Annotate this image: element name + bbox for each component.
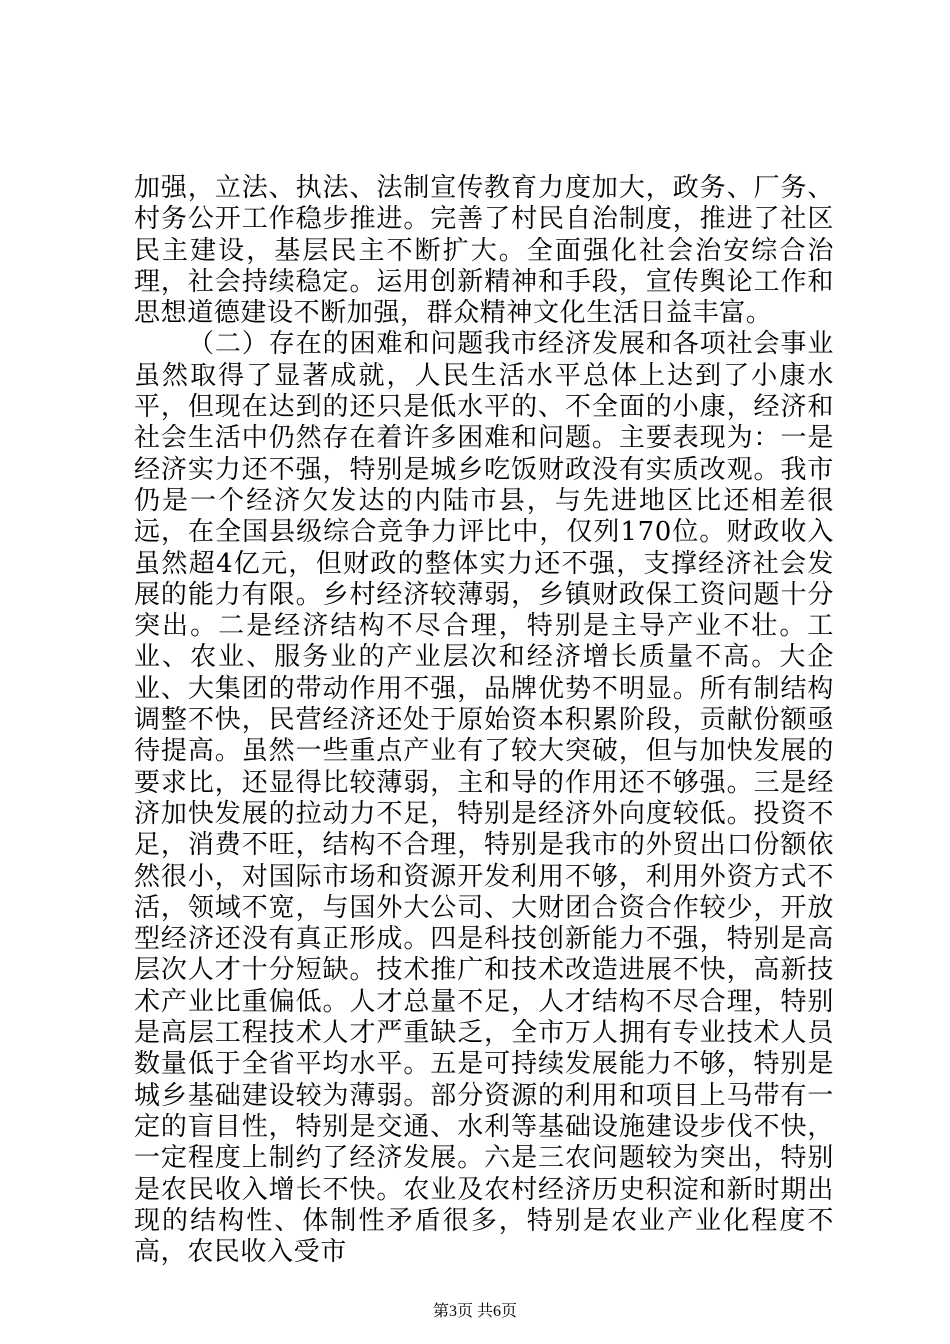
page-number-footer: 第3页 共6页 — [432, 1303, 517, 1320]
paragraph-1: 加强，立法、执法、法制宣传教育力度加大，政务、厂务、村务公开工作稳步推进。完善了村民自治制度，推进了社区民主建设，基层民主不断扩大。全面强化社会治安综合治理，社会持续稳定。运用创新精神和手段，宣传舆论工作和思想道德建设不断加强，群众精神文化生活日益丰富。 — [134, 173, 834, 329]
paragraph-2: （二）存在的困难和问题我市经济发展和各项社会事业虽然取得了显著成就，人民生活水平总体上达到了小康水平，但现在达到的还只是低水平的、不全面的小康，经济和社会生活中仍然存在着许多困难和问题。主要表现为：一是经济实力还不强，特别是城乡吃饭财政没有实质改观。我市仍是一个经济欠发达的内陆市县，与先进地区比还相差很远，在全国县级综合竞争力评比中，仅列170位。财政收入虽然超4亿元，但财政的整体实力还不强，支撑经济社会发展的能力有限。乡村经济较薄弱，乡镇财政保工资问题十分突出。二是经济结构不尽合理，特别是主导产业不壮。工业、农业、服务业的产业层次和经济增长质量不高。大企业、大集团的带动作用不强，品牌优势不明显。所有制结构调整不快，民营经济还处于原始资本积累阶段，贡献份额亟待提高。虽然一些重点产业有了较大突破，但与加快发展的要求比，还显得比较薄弱，主和导的作用还不够强。三是经济加快发展的拉动力不足，特别是经济外向度较低。投资不足，消费不旺，结构不合理，特别是我市的外贸出口份额依然很小，对国际市场和资源开发利用不够，利用外资方式不活，领域不宽，与国外大公司、大财团合资合作较少，开放型经济还没有真正形成。四是科技创新能力不强，特别是高层次人才十分短缺。技术推广和技术改造进展不快，高新技术产业比重偏低。人才总量不足，人才结构不尽合理，特别是高层工程技术人才严重缺乏，全市万人拥有专业技术人员数量低于全省平均水平。五是可持续发展能力不够，特别是城乡基础建设较为薄弱。部分资源的利用和项目上马带有一定的盲目性，特别是交通、水利等基础设施建设步伐不快，一定程度上制约了经济发展。六是三农问题较为突出，特别是农民收入增长不快。农业及农村经济历史积淀和新时期出现的结构性、体制性矛盾很多，特别是农业产业化程度不高，农民收入受市 — [134, 329, 834, 1268]
document-body — [134, 173, 834, 1268]
